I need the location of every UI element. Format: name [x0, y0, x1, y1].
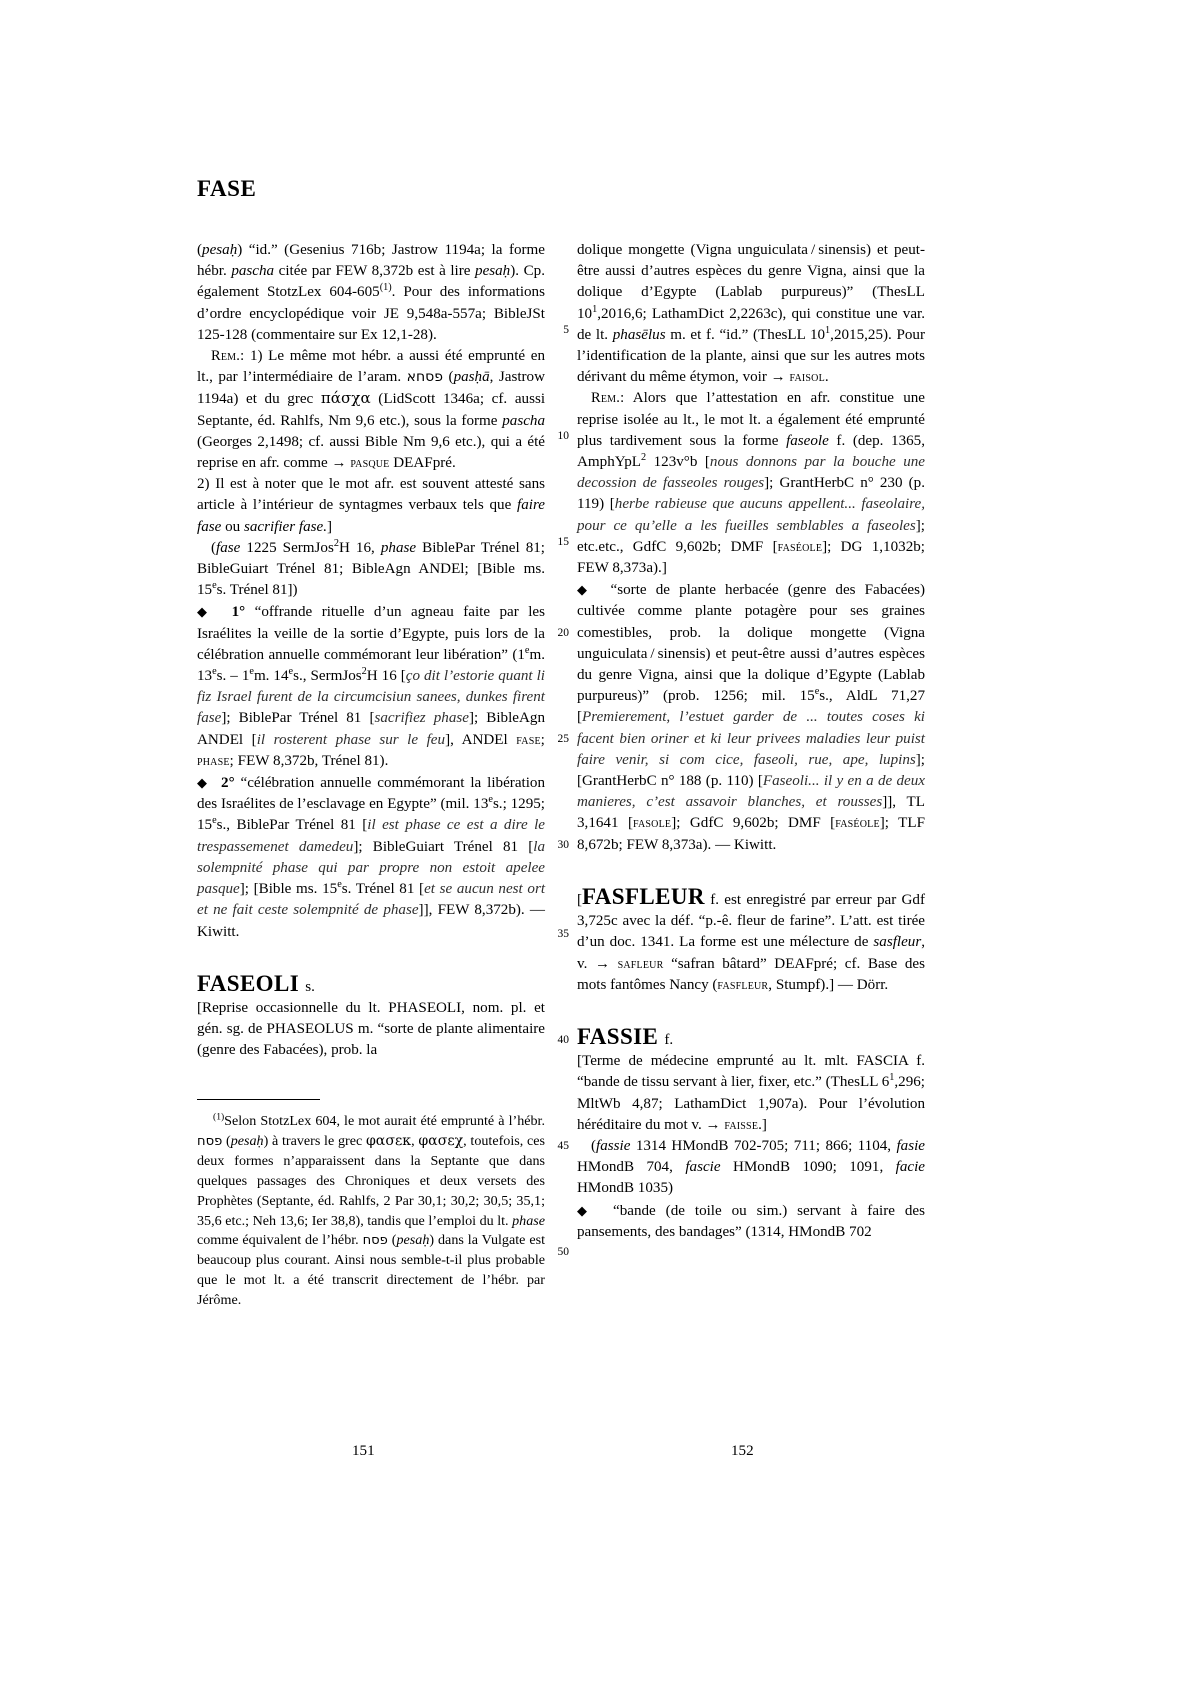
entry-fasfleur-body: [FASFLEUR f. est enregistré par erreur par Gdf 3,725c avec la déf. “p.-ê. fleur de farine”. L’att. est tirée d’un doc. 1341. La forme est une mélecture de sasfleur, v. → safleur “safran bâtard” DEAFpré; cf. Base des mots fantômes Nancy (fasfleur, Stumpf).] — Dörr.	[577, 883, 925, 993]
footnote-1	[197, 1112, 545, 1311]
entry-fassie-grammar: f.	[664, 1031, 674, 1048]
line-number-45: 45	[557, 1140, 569, 1152]
entry-fassie-forms: (fassie 1314 HMondB 702-705; 711; 866; 1104, fasie HMondB 704, fascie HMondB 1090; 1091, facie HMondB 1035)	[577, 1137, 926, 1197]
line-number-25: 25	[557, 733, 569, 745]
folio-right: 152	[731, 1443, 754, 1459]
paragraph-faseoli-etymology: dolique mongette (Vigna unguiculata / sinensis) et peut-être aussi d’autres espèces du genre Vigna, ainsi que la dolique d’Egypte (Lablab purpureus)” (ThesLL $10^1,2016,6$; LathamDict 2,2263c), qui constitue une var. de lt. phasēlus m. et f. “id.” (ThesLL $10^1,2015,25$). Pour l’identification de la plante, ainsi que sur les autres mots dérivant du même étymon, voir → faisol.	[577, 242, 925, 386]
entry-faseoli-body: [Reprise occasionnelle du lt. PHASEOLI, nom. pl. et gén. sg. de PHASEOLUS m. “sorte de plante alimentaire (genre des Fabacées), prob. la	[197, 999, 545, 1059]
paragraph-forms-fase: (fase 1225 SermJos$^2$H 16, phase BiblePar Trénel 81; BibleGuiart Trénel 81; BibleAgn ANDEl; [Bible ms. 15es. Trénel 81])	[197, 537, 545, 599]
running-head: FASE	[197, 176, 257, 201]
line-number-20: 20	[557, 627, 569, 639]
right-column	[577, 240, 925, 1243]
lozenge-icon: ◆	[197, 775, 210, 791]
line-number-10: 10	[557, 430, 569, 442]
left-column	[197, 240, 545, 1062]
line-number-15: 15	[557, 536, 569, 548]
sense-1-fase: ◆ 1° “offrande rituelle d’un agneau faite par les Israélites la veille de la sortie d’Egypte, puis lors de la célébration annuelle commémorant leur libération” (1em. 13es. – 1em. 14es., SermJos$^2$H 16 [ço dit l’estorie quant li fiz Israel furent de la circumcisiun sanees, dunkes firent fase]; BiblePar Trénel 81 [sacrifiez phase]; BibleAgn ANDEl [il rosterent phase sur le feu], ANDEl fase; phase; FEW 8,372b, Trénel 81).	[197, 604, 546, 769]
folio-left: 151	[352, 1443, 375, 1459]
footnote-marker: (1)	[213, 1111, 225, 1123]
entry-fassie-body: [Terme de médecine emprunté au lt. mlt. FASCIA f. “bande de tissu servant à lier, fixer, etc.” (ThesLL $6^1,296$; MltWb 4,87; LathamDict 1,907a). Pour l’évolution héréditaire du mot v. → faisse.]	[577, 1053, 925, 1133]
line-number-50: 50	[557, 1246, 569, 1258]
entry-faseoli-headword: FASEOLI s.	[197, 970, 315, 996]
entry-fassie-headword: FASSIE f.	[577, 1023, 674, 1049]
rem-label: Rem.:	[211, 348, 245, 365]
line-number-40: 40	[557, 1034, 569, 1046]
sense-1-fassie: ◆ “bande (de toile ou sim.) servant à faire des pansements, des bandages” (1314, HMondB 702	[577, 1202, 926, 1240]
sense-2-fase: ◆ 2° “célébration annuelle commémorant la libération des Israélites de l’esclavage en Egypte” (mil. 13es.; 1295; 15es., BiblePar Trénel 81 [il est phase ce est a dire le trespassemenet damedeu]; BibleGuiart Trénel 81 [la solempnité phase qui par propre non estoit apelee pasque]; [Bible ms. 15es. Trénel 81 [et se aucun nest ort et ne fait ceste solempnité de phase]], FEW 8,372b). — Kiwitt.	[197, 775, 546, 940]
footnote-rule	[197, 1099, 320, 1100]
paragraph-pesah-etymology: (pesaḥ) “id.” (Gesenius 716b; Jastrow 1194a; la forme hébr. pascha citée par FEW 8,372b est à lire pesaḥ). Cp. également StotzLex 604-605$^{(1)}$. Pour des informations d’ordre encyclopédique voir JE 9,548a-557a; BibleJSt 125-128 (commentaire sur Ex 12,1-28).	[197, 242, 545, 343]
entry-faseoli-grammar: s.	[305, 978, 315, 995]
line-number-5: 5	[563, 324, 569, 336]
line-number-30: 30	[557, 839, 569, 851]
entry-faseoli	[197, 970, 545, 1062]
footnote-text: $^{(1)}$Selon StotzLex 604, le mot aurait été emprunté à l’hébr. פסח (pesaḥ) à travers le grec φασεκ, φασεχ, toutefois, ces deux formes n’apparaissent dans la Septante que dans quelques passages des Chroniques et deux versets des Prophètes (Septante, éd. Rahlfs, 2 Par 30,1; 30,2; 30,5; 35,1; 35,6 etc.; Neh 13,6; Ier 38,8), tandis que l’emploi du lt. phase comme équivalent de l’hébr. פסח (pesaḥ) dans la Vulgate est beaucoup plus courant. Ainsi nous semble-t-il plus probable que le mot lt. a été transcrit directement de l’hébr. par Jérôme.	[197, 1111, 545, 1309]
paragraph-rem-1: Rem.: 1) Le même mot hébr. a aussi été emprunté en lt., par l’intermédiaire de l’aram. פסחא (pasḥā, Jastrow 1194a) et du grec πάσχα (LidScott 1346a; cf. aussi Septante, éd. Rahlfs, Nm 9,6 etc.), sous la forme pascha (Georges 2,1498; cf. aussi Bible Nm 9,6 etc.), qui a été reprise en afr. comme → pasque DEAFpré.	[197, 348, 546, 472]
lozenge-icon: ◆	[577, 1202, 594, 1218]
lozenge-icon: ◆	[577, 582, 593, 598]
entry-fasfleur	[577, 883, 925, 996]
entry-fasfleur-headword: FASFLEUR	[582, 883, 705, 909]
sense-1-faseoli: ◆ “sorte de plante herbacée (genre des Fabacées) cultivée comme plante potagère pour ses graines comestibles, prob. la dolique mongette (Vigna unguiculata / sinensis) et peut-être aussi d’autres espèces du genre Vigna, ainsi que la dolique d’Egypte (Lablab purpureus)” (prob. 1256; mil. 15es., AldL 71,27 [Premierement, l’estuet garder de ... toutes coses ki facent bien oriner et ki leur privees maladies leur puist faire venir, si com cice, faseoli, rue, ape, lupins]; [GrantHerbC n° 188 (p. 110) [Faseoli... il y en a de deux manieres, c’est assavoir blanches, et rousses]], TL 3,1641 [fasole]; GdfC 9,602b; DMF [faséole]; TLF 8,672b; FEW 8,373a). — Kiwitt.	[577, 582, 925, 853]
paragraph-rem-faseoli: Rem.: Alors que l’attestation en afr. constitue une reprise isolée au lt., le mot lt. a également été emprunté plus tardivement sous la forme faseole f. (dep. 1365, AmphYpL$^2$ 123v°b [nous donnons par la bouche une decossion de fasseoles rouges]; GrantHerbC n° 230 (p. 119) [herbe rabieuse que aucuns appellent... faseolaire, pour ce qu’elle a les fueilles semblables a faseoles]; etc.etc., GdfC 9,602b; DMF [faséole]; DG 1,1032b; FEW 8,373a).]	[577, 390, 926, 577]
rem-label: Rem.:	[591, 390, 625, 407]
lozenge-icon: ◆	[197, 604, 213, 620]
line-number-35: 35	[557, 928, 569, 940]
entry-fassie	[577, 1023, 926, 1243]
paragraph-rem-2: 2) Il est à noter que le mot afr. est souvent attesté sans article à l’intérieur de syntagmes verbaux tels que faire fase ou sacrifier fase.]	[197, 476, 545, 535]
